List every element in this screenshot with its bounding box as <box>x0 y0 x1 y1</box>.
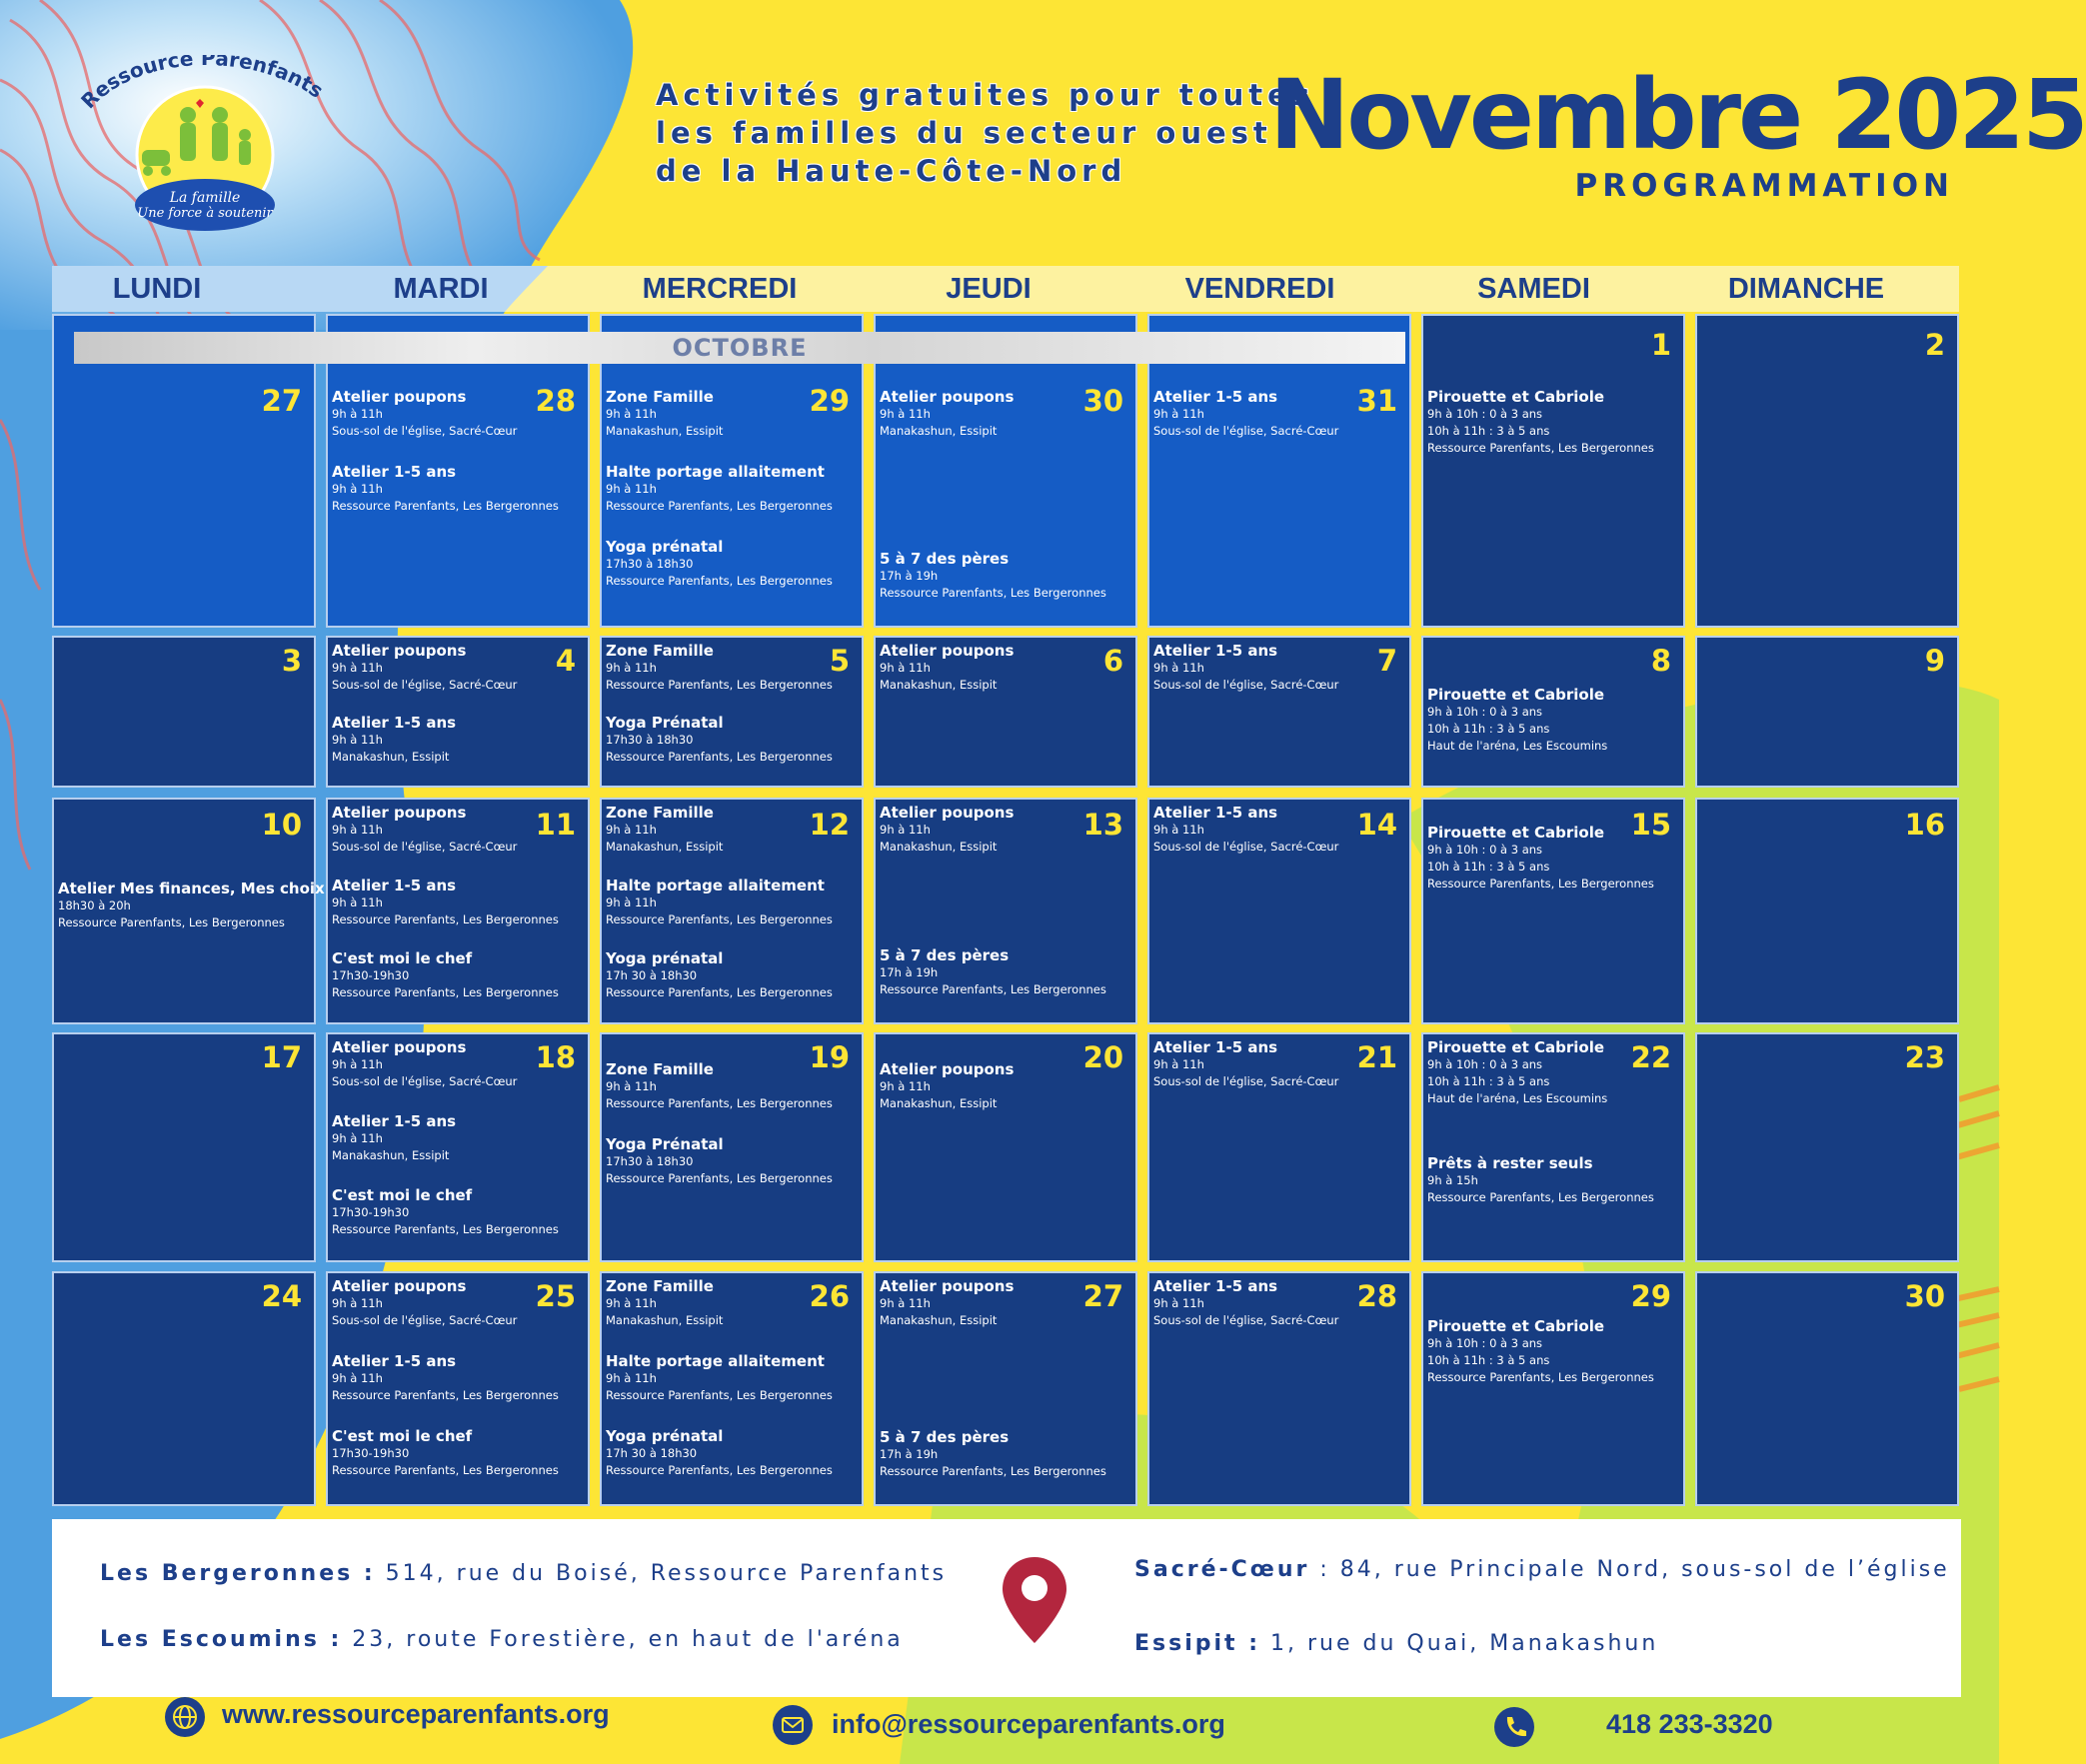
calendar-event <box>606 1352 858 1404</box>
event-detail: Ressource Parenfants, Les Bergeronnes <box>606 678 833 692</box>
event-detail: Manakashun, Essipit <box>606 1313 724 1327</box>
calendar-event <box>1153 804 1405 856</box>
event-time: 9h à 10h : 0 à 3 ans <box>1427 705 1543 719</box>
event-time: 9h à 10h : 0 à 3 ans <box>1427 843 1543 857</box>
event-detail: Sous-sol de l'église, Sacré-Cœur <box>332 424 518 438</box>
envelope-icon <box>773 1705 813 1745</box>
event-title: Atelier poupons <box>332 804 467 822</box>
event-detail: Sous-sol de l'église, Sacré-Cœur <box>332 1313 518 1327</box>
event-time: 9h à 15h <box>1427 1173 1478 1187</box>
calendar-day-cell <box>1147 1032 1411 1262</box>
logo-slogan-line1: La famille <box>169 190 241 206</box>
calendar-event <box>332 877 584 928</box>
event-detail: Ressource Parenfants, Les Bergeronnes <box>606 1096 833 1110</box>
event-title: Pirouette et Cabriole <box>1427 388 1605 406</box>
event-detail: Ressource Parenfants, Les Bergeronnes <box>1427 441 1654 455</box>
calendar-day-cell <box>1695 1032 1959 1262</box>
calendar-event <box>332 463 584 515</box>
event-title: Atelier poupons <box>880 804 1015 822</box>
event-title: Atelier 1-5 ans <box>1153 804 1278 822</box>
tagline <box>656 76 1314 190</box>
event-detail: Ressource Parenfants, Les Bergeronnes <box>606 574 833 588</box>
event-title: Atelier poupons <box>332 388 467 406</box>
event-time: 17h30 à 18h30 <box>606 733 694 747</box>
calendar-event <box>332 642 584 694</box>
website-link[interactable]: www.ressourceparenfants.org <box>222 1699 610 1729</box>
event-title: Pirouette et Cabriole <box>1427 686 1605 704</box>
calendar-day-cell <box>874 636 1137 788</box>
event-time: 9h à 11h <box>332 895 383 909</box>
calendar-day-cell <box>1421 314 1685 628</box>
tagline-line: de la Haute-Côte-Nord <box>656 154 1127 188</box>
event-detail: Ressource Parenfants, Les Bergeronnes <box>880 586 1106 600</box>
address-text: 514, rue du Boisé, Ressource Parenfants <box>375 1561 948 1586</box>
day-number: 30 <box>1082 384 1123 418</box>
event-detail: Manakashun, Essipit <box>880 424 998 438</box>
event-detail: Manakashun, Essipit <box>332 750 450 764</box>
calendar-day-cell <box>1421 1271 1685 1506</box>
day-number: 17 <box>261 1040 302 1074</box>
event-time: 9h à 11h <box>1153 1057 1204 1071</box>
event-title: Zone Famille <box>606 1060 714 1078</box>
phone-icon <box>1494 1707 1534 1747</box>
calendar-event <box>332 949 584 1001</box>
event-detail: 10h à 11h : 3 à 5 ans <box>1427 1074 1550 1088</box>
event-time: 9h à 10h : 0 à 3 ans <box>1427 1336 1543 1350</box>
calendar-event <box>606 714 858 766</box>
event-detail: Ressource Parenfants, Les Bergeronnes <box>880 1464 1106 1478</box>
calendar-day-cell <box>52 1271 316 1506</box>
event-title: Atelier 1-5 ans <box>332 877 457 894</box>
day-number: 9 <box>1924 644 1945 678</box>
ressource-parenfants-logo <box>70 55 340 240</box>
event-time: 17h30 à 18h30 <box>606 1154 694 1168</box>
day-number: 14 <box>1356 808 1397 842</box>
event-detail: Sous-sol de l'église, Sacré-Cœur <box>1153 1074 1339 1088</box>
event-title: Zone Famille <box>606 388 714 406</box>
calendar-day-cell <box>1421 636 1685 788</box>
calendar-event <box>332 1186 584 1238</box>
calendar-day-cell <box>326 1271 590 1506</box>
event-title: Pirouette et Cabriole <box>1427 1038 1605 1056</box>
calendar-day-cell <box>1147 1271 1411 1506</box>
event-detail: Ressource Parenfants, Les Bergeronnes <box>58 915 285 929</box>
event-time: 9h à 11h <box>880 407 931 421</box>
event-title: Atelier Mes finances, Mes choix <box>58 880 325 897</box>
event-time: 9h à 11h <box>1153 1296 1204 1310</box>
event-title: 5 à 7 des pères <box>880 946 1010 964</box>
calendar-day-cell <box>1421 1032 1685 1262</box>
event-title: Atelier poupons <box>880 1060 1015 1078</box>
calendar-day-cell <box>326 636 590 788</box>
day-number: 10 <box>261 808 302 842</box>
event-title: 5 à 7 des pères <box>880 1428 1010 1446</box>
calendar-day-cell <box>1147 798 1411 1024</box>
day-number: 16 <box>1904 808 1945 842</box>
calendar-event <box>1153 642 1405 694</box>
tagline-line: les familles du secteur ouest <box>656 116 1272 150</box>
email-link[interactable]: info@ressourceparenfants.org <box>832 1709 1225 1739</box>
address-escoumins <box>100 1627 904 1652</box>
event-detail: Ressource Parenfants, Les Bergeronnes <box>332 1388 559 1402</box>
event-detail: Ressource Parenfants, Les Bergeronnes <box>606 985 833 999</box>
event-title: Atelier 1-5 ans <box>1153 1038 1278 1056</box>
day-number: 28 <box>1356 1279 1397 1313</box>
event-detail: Sous-sol de l'église, Sacré-Cœur <box>1153 1313 1339 1327</box>
event-time: 9h à 11h <box>606 1079 657 1093</box>
day-number: 18 <box>535 1040 576 1074</box>
event-time: 9h à 10h : 0 à 3 ans <box>1427 407 1543 421</box>
event-time: 17h à 19h <box>880 569 939 583</box>
event-time: 9h à 11h <box>1153 823 1204 837</box>
event-detail: Sous-sol de l'église, Sacré-Cœur <box>1153 424 1339 438</box>
day-header-vendredi: VENDREDI <box>1184 273 1335 305</box>
event-time: 17h 30 à 18h30 <box>606 1446 698 1460</box>
calendar-event <box>1427 824 1679 892</box>
calendar-event <box>880 1277 1131 1329</box>
event-detail: Manakashun, Essipit <box>880 1096 998 1110</box>
page-subtitle: PROGRAMMATION <box>1574 168 1954 204</box>
event-detail: 10h à 11h : 3 à 5 ans <box>1427 1353 1550 1367</box>
event-detail: Ressource Parenfants, Les Bergeronnes <box>332 499 559 513</box>
event-title: Pirouette et Cabriole <box>1427 1317 1605 1335</box>
day-number: 5 <box>829 644 850 678</box>
day-number: 30 <box>1904 1279 1945 1313</box>
day-number: 4 <box>555 644 576 678</box>
event-detail: 10h à 11h : 3 à 5 ans <box>1427 424 1550 438</box>
calendar-event <box>332 1038 584 1090</box>
calendar-event <box>332 1352 584 1404</box>
calendar-event <box>58 880 325 931</box>
event-title: Zone Famille <box>606 804 714 822</box>
event-detail: Manakashun, Essipit <box>332 1148 450 1162</box>
calendar-day-cell <box>600 636 864 788</box>
event-detail: Manakashun, Essipit <box>606 424 724 438</box>
event-detail: Haut de l'aréna, Les Escoumins <box>1427 1091 1608 1105</box>
address-text: : 84, rue Principale Nord, sous-sol de l’église <box>1309 1557 1950 1582</box>
address-label: Les Escoumins : <box>100 1627 343 1652</box>
calendar-event <box>606 949 858 1001</box>
address-label: Sacré-Cœur <box>1134 1557 1310 1582</box>
day-number: 31 <box>1356 384 1397 418</box>
event-time: 9h à 11h <box>332 1371 383 1385</box>
calendar-event <box>606 388 858 440</box>
address-sacre-coeur <box>1134 1557 1950 1582</box>
event-title: Atelier poupons <box>332 642 467 660</box>
event-time: 9h à 10h : 0 à 3 ans <box>1427 1057 1543 1071</box>
calendar-event <box>606 1427 858 1479</box>
day-number: 29 <box>809 384 850 418</box>
logo-slogan-line2: Une force à soutenir <box>137 206 273 221</box>
event-time: 17h à 19h <box>880 1447 939 1461</box>
event-detail: Ressource Parenfants, Les Bergeronnes <box>606 750 833 764</box>
event-title: Yoga prénatal <box>606 949 724 967</box>
day-header-dimanche: DIMANCHE <box>1727 273 1885 305</box>
day-number: 7 <box>1376 644 1397 678</box>
calendar-event <box>880 388 1131 440</box>
day-number: 15 <box>1630 808 1671 842</box>
event-time: 9h à 11h <box>1153 661 1204 675</box>
event-time: 9h à 11h <box>606 407 657 421</box>
calendar-event <box>1427 686 1679 755</box>
event-time: 9h à 11h <box>1153 407 1204 421</box>
calendar-event <box>1427 388 1679 457</box>
event-detail: Ressource Parenfants, Les Bergeronnes <box>606 912 833 926</box>
event-detail: 10h à 11h : 3 à 5 ans <box>1427 860 1550 874</box>
day-number: 22 <box>1630 1040 1671 1074</box>
event-detail: Sous-sol de l'église, Sacré-Cœur <box>332 1074 518 1088</box>
day-number: 21 <box>1356 1040 1397 1074</box>
page-title: Novembre 2025 <box>1269 59 2086 171</box>
event-title: Yoga prénatal <box>606 538 724 556</box>
calendar-event <box>880 946 1131 998</box>
day-number: 29 <box>1630 1279 1671 1313</box>
event-title: Pirouette et Cabriole <box>1427 824 1605 842</box>
event-time: 9h à 11h <box>606 895 657 909</box>
day-header-lundi: LUNDI <box>112 273 202 305</box>
day-number: 8 <box>1650 644 1671 678</box>
event-title: Atelier poupons <box>332 1277 467 1295</box>
calendar-event <box>606 463 858 515</box>
event-detail: Sous-sol de l'église, Sacré-Cœur <box>1153 840 1339 854</box>
address-essipit <box>1134 1631 1658 1656</box>
calendar-day-cell <box>874 1032 1137 1262</box>
tagline-line: Activités gratuites pour toutes <box>656 78 1315 112</box>
day-number: 11 <box>535 808 576 842</box>
event-time: 9h à 11h <box>332 1296 383 1310</box>
address-text: 1, rue du Quai, Manakashun <box>1260 1631 1659 1656</box>
day-header-mardi: MARDI <box>393 273 489 305</box>
event-time: 17h30-19h30 <box>332 1205 410 1219</box>
address-label: Essipit : <box>1134 1631 1261 1656</box>
event-title: C'est moi le chef <box>332 1186 473 1204</box>
calendar-event <box>606 538 858 590</box>
event-time: 18h30 à 20h <box>58 898 131 912</box>
event-title: Zone Famille <box>606 642 714 660</box>
calendar-event <box>606 1277 858 1329</box>
event-time: 9h à 11h <box>880 1296 931 1310</box>
calendar-day-cell <box>1147 636 1411 788</box>
calendar-event <box>880 804 1131 856</box>
calendar-day-cell <box>1695 798 1959 1024</box>
event-detail: Ressource Parenfants, Les Bergeronnes <box>606 499 833 513</box>
calendar-event <box>880 550 1131 602</box>
calendar-day-cell <box>600 1271 864 1506</box>
event-time: 17h30-19h30 <box>332 968 410 982</box>
event-time: 17h30-19h30 <box>332 1446 410 1460</box>
event-title: 5 à 7 des pères <box>880 550 1010 568</box>
day-number: 12 <box>809 808 850 842</box>
event-title: Atelier 1-5 ans <box>1153 388 1278 406</box>
event-time: 9h à 11h <box>880 1079 931 1093</box>
calendar-day-cell <box>874 1271 1137 1506</box>
event-detail: Manakashun, Essipit <box>880 1313 998 1327</box>
calendar-day-cell <box>600 798 864 1024</box>
calendar-event <box>332 1427 584 1479</box>
address-text: 23, route Forestière, en haut de l'aréna <box>342 1627 904 1652</box>
event-detail: 10h à 11h : 3 à 5 ans <box>1427 722 1550 736</box>
event-title: Atelier 1-5 ans <box>1153 642 1278 660</box>
event-time: 17h à 19h <box>880 965 939 979</box>
day-number: 25 <box>535 1279 576 1313</box>
event-title: Atelier poupons <box>880 388 1015 406</box>
event-time: 9h à 11h <box>606 1296 657 1310</box>
calendar-event <box>880 1428 1131 1480</box>
calendar-event <box>880 1060 1131 1112</box>
calendar-event <box>606 1060 858 1112</box>
calendar-event <box>880 642 1131 694</box>
event-detail: Haut de l'aréna, Les Escoumins <box>1427 739 1608 753</box>
calendar-event <box>332 388 584 440</box>
day-number: 3 <box>281 644 302 678</box>
event-detail: Ressource Parenfants, Les Bergeronnes <box>332 912 559 926</box>
event-title: Atelier 1-5 ans <box>332 463 457 481</box>
calendar-day-cell <box>1421 798 1685 1024</box>
event-title: Prêts à rester seuls <box>1427 1154 1593 1172</box>
day-number: 6 <box>1102 644 1123 678</box>
event-title: Atelier 1-5 ans <box>332 1112 457 1130</box>
event-time: 9h à 11h <box>606 661 657 675</box>
event-title: Zone Famille <box>606 1277 714 1295</box>
event-detail: Ressource Parenfants, Les Bergeronnes <box>606 1463 833 1477</box>
day-number: 27 <box>261 384 302 418</box>
address-bergeronnes <box>100 1561 947 1586</box>
event-detail: Manakashun, Essipit <box>880 840 998 854</box>
calendar-day-cell <box>874 798 1137 1024</box>
event-title: C'est moi le chef <box>332 949 473 967</box>
calendar-day-cell <box>52 636 316 788</box>
calendar-event <box>1427 1317 1679 1386</box>
event-time: 17h 30 à 18h30 <box>606 968 698 982</box>
event-time: 9h à 11h <box>880 661 931 675</box>
event-time: 9h à 11h <box>332 482 383 496</box>
event-detail: Ressource Parenfants, Les Bergeronnes <box>1427 1370 1654 1384</box>
day-number: 1 <box>1650 328 1671 362</box>
event-time: 9h à 11h <box>332 1131 383 1145</box>
event-detail: Ressource Parenfants, Les Bergeronnes <box>332 1222 559 1236</box>
event-title: Atelier 1-5 ans <box>332 714 457 732</box>
day-header-jeudi: JEUDI <box>946 273 1032 305</box>
location-pin-icon <box>1003 1557 1066 1643</box>
logo-name: Ressource Parenfants <box>76 55 329 114</box>
day-number: 23 <box>1904 1040 1945 1074</box>
event-time: 9h à 11h <box>332 823 383 837</box>
day-number: 2 <box>1924 328 1945 362</box>
october-banner: OCTOBRE <box>74 332 1405 364</box>
event-title: Yoga Prénatal <box>606 714 724 732</box>
globe-icon <box>165 1697 205 1737</box>
calendar-day-cell <box>600 1032 864 1262</box>
calendar-day-cell <box>1695 636 1959 788</box>
calendar-event <box>332 1277 584 1329</box>
calendar-event <box>332 804 584 856</box>
event-time: 17h30 à 18h30 <box>606 557 694 571</box>
calendar-event <box>606 804 858 856</box>
calendar-event <box>1427 1154 1679 1206</box>
event-title: Atelier 1-5 ans <box>332 1352 457 1370</box>
event-title: Atelier poupons <box>880 1277 1015 1295</box>
calendar-event <box>1153 388 1405 440</box>
event-detail: Manakashun, Essipit <box>606 840 724 854</box>
event-time: 9h à 11h <box>332 407 383 421</box>
address-label: Les Bergeronnes : <box>100 1561 376 1586</box>
day-number: 20 <box>1082 1040 1123 1074</box>
calendar-event <box>332 714 584 766</box>
event-detail: Sous-sol de l'église, Sacré-Cœur <box>332 678 518 692</box>
event-title: Yoga Prénatal <box>606 1135 724 1153</box>
calendar-day-cell <box>326 798 590 1024</box>
event-detail: Ressource Parenfants, Les Bergeronnes <box>606 1171 833 1185</box>
event-time: 9h à 11h <box>880 823 931 837</box>
calendar-event <box>606 1135 858 1187</box>
event-time: 9h à 11h <box>332 661 383 675</box>
event-title: C'est moi le chef <box>332 1427 473 1445</box>
event-detail: Ressource Parenfants, Les Bergeronnes <box>880 982 1106 996</box>
event-detail: Manakashun, Essipit <box>880 678 998 692</box>
day-header-samedi: SAMEDI <box>1477 273 1590 305</box>
event-time: 9h à 11h <box>606 1371 657 1385</box>
day-number: 28 <box>535 384 576 418</box>
event-time: 9h à 11h <box>606 823 657 837</box>
day-number: 26 <box>809 1279 850 1313</box>
day-number: 24 <box>261 1279 302 1313</box>
event-time: 9h à 11h <box>332 733 383 747</box>
day-number: 19 <box>809 1040 850 1074</box>
calendar-event <box>606 642 858 694</box>
day-header-mercredi: MERCREDI <box>642 273 798 305</box>
event-title: Halte portage allaitement <box>606 1352 825 1370</box>
calendar-event <box>1153 1277 1405 1329</box>
calendar-day-cell <box>52 798 325 1024</box>
day-number: 13 <box>1082 808 1123 842</box>
calendar-event <box>1427 1038 1679 1107</box>
calendar-event <box>332 1112 584 1164</box>
calendar-event <box>606 877 858 928</box>
event-detail: Ressource Parenfants, Les Bergeronnes <box>332 985 559 999</box>
event-detail: Ressource Parenfants, Les Bergeronnes <box>1427 877 1654 890</box>
calendar-day-cell <box>1695 314 1959 628</box>
calendar-day-cell <box>52 1032 316 1262</box>
event-detail: Ressource Parenfants, Les Bergeronnes <box>606 1388 833 1402</box>
day-number: 27 <box>1082 1279 1123 1313</box>
calendar-day-cell <box>1695 1271 1959 1506</box>
event-detail: Ressource Parenfants, Les Bergeronnes <box>332 1463 559 1477</box>
event-time: 9h à 11h <box>606 482 657 496</box>
event-title: Atelier 1-5 ans <box>1153 1277 1278 1295</box>
event-detail: Sous-sol de l'église, Sacré-Cœur <box>1153 678 1339 692</box>
event-detail: Sous-sol de l'église, Sacré-Cœur <box>332 840 518 854</box>
phone-number[interactable]: 418 233-3320 <box>1606 1709 1773 1739</box>
event-title: Atelier poupons <box>332 1038 467 1056</box>
event-title: Halte portage allaitement <box>606 463 825 481</box>
calendar-day-cell <box>326 1032 590 1262</box>
event-time: 9h à 11h <box>332 1057 383 1071</box>
event-title: Halte portage allaitement <box>606 877 825 894</box>
event-detail: Ressource Parenfants, Les Bergeronnes <box>1427 1190 1654 1204</box>
event-title: Yoga prénatal <box>606 1427 724 1445</box>
event-title: Atelier poupons <box>880 642 1015 660</box>
calendar-event <box>1153 1038 1405 1090</box>
